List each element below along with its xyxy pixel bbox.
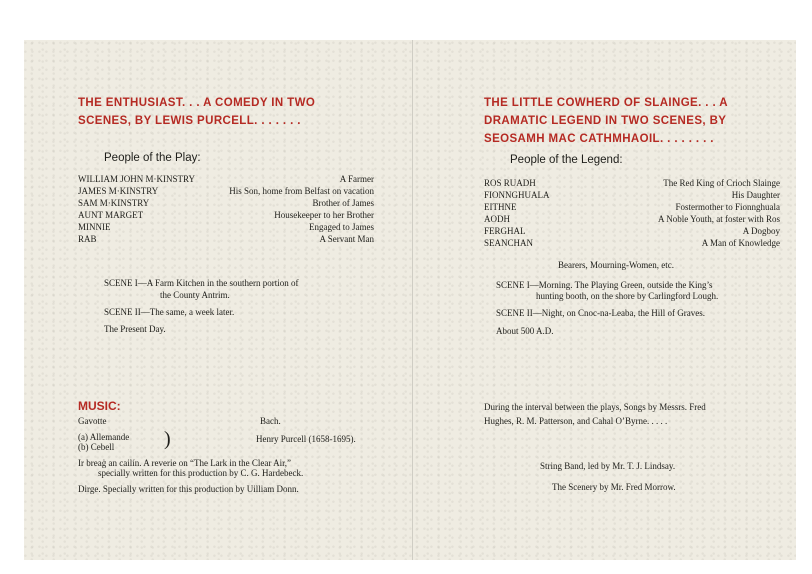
cast-name: AUNT MARGET bbox=[78, 210, 144, 220]
right-title-line-3: SEOSAMH MAC CATHMHAOIL. . . . . . . . bbox=[484, 133, 714, 145]
gavotte-composer: Bach. bbox=[260, 416, 281, 426]
cast-name: MINNIE bbox=[78, 222, 111, 232]
music-title: MUSIC: bbox=[78, 399, 121, 413]
cast-row bbox=[484, 214, 780, 226]
cast-row bbox=[484, 190, 780, 202]
cast-row bbox=[78, 198, 374, 210]
left-cast-heading: People of the Play: bbox=[104, 152, 201, 164]
cast-name: EITHNE bbox=[484, 202, 517, 212]
cast-row bbox=[78, 210, 374, 222]
cast-role: His Daughter bbox=[731, 190, 780, 200]
cast-role: A Farmer bbox=[339, 174, 374, 184]
left-title-line-1: THE ENTHUSIAST. . . A COMEDY IN TWO bbox=[78, 97, 316, 109]
purcell-composer: Henry Purcell (1658-1695). bbox=[256, 434, 356, 444]
cast-row bbox=[78, 234, 374, 246]
cast-row bbox=[78, 174, 374, 186]
right-title-line-1: THE LITTLE COWHERD OF SLAINGE. . . A bbox=[484, 97, 728, 109]
string-band: String Band, led by Mr. T. J. Lindsay. bbox=[540, 461, 676, 471]
dirge: Dirge. Specially written for this production by Uilliam Donn. bbox=[78, 484, 299, 494]
cast-row bbox=[78, 186, 374, 198]
right-cast-heading: People of the Legend: bbox=[510, 154, 623, 166]
right-cast-list bbox=[484, 178, 780, 254]
page-fold bbox=[412, 40, 413, 560]
right-scene-1-line-1: SCENE I—Morning. The Playing Green, outside the King’s bbox=[496, 280, 713, 290]
cast-role: Fostermother to Fionnghuala bbox=[675, 202, 780, 212]
cast-role: A Servant Man bbox=[319, 234, 374, 244]
right-title-line-2: DRAMATIC LEGEND IN TWO SCENES, BY bbox=[484, 115, 727, 127]
allemande-label: (a) Allemande bbox=[78, 432, 130, 442]
right-time: About 500 A.D. bbox=[496, 326, 554, 336]
cast-role: Brother of James bbox=[312, 198, 374, 208]
interval-line-1: During the interval between the plays, Songs by Messrs. Fred bbox=[484, 402, 706, 412]
left-scene-1-line-2: the County Antrim. bbox=[160, 290, 230, 300]
cast-role: Housekeeper to her Brother bbox=[274, 210, 374, 220]
cast-row bbox=[484, 178, 780, 190]
reverie-line-2: specially written for this production by C. G. Hardebeck. bbox=[98, 468, 304, 478]
left-scene-2: SCENE II—The same, a week later. bbox=[104, 307, 235, 317]
extras-line: Bearers, Mourning-Women, etc. bbox=[558, 260, 674, 270]
cast-name: JAMES M·KINSTRY bbox=[78, 186, 159, 196]
brace-icon: ) bbox=[164, 428, 171, 450]
cast-name: ROS RUADH bbox=[484, 178, 536, 188]
cast-role: Engaged to James bbox=[309, 222, 374, 232]
left-title-line-2: SCENES, BY LEWIS PURCELL. . . . . . . bbox=[78, 115, 301, 127]
cast-name: FERGHAL bbox=[484, 226, 526, 236]
cast-row bbox=[484, 226, 780, 238]
scenery-credit: The Scenery by Mr. Fred Morrow. bbox=[552, 482, 676, 492]
left-scene-1-line-1: SCENE I—A Farm Kitchen in the southern portion of bbox=[104, 278, 299, 288]
right-scene-1-line-2: hunting booth, on the shore by Carlingford Lough. bbox=[536, 291, 719, 301]
cast-name: WILLIAM JOHN M·KINSTRY bbox=[78, 174, 195, 184]
cast-name: RAB bbox=[78, 234, 97, 244]
cast-role: A Dogboy bbox=[742, 226, 780, 236]
cast-row bbox=[484, 202, 780, 214]
interval-line-2: Hughes, R. M. Patterson, and Cahal O’Byrne. . . . . bbox=[484, 416, 668, 426]
left-time: The Present Day. bbox=[104, 324, 166, 334]
gavotte-label: Gavotte bbox=[78, 416, 107, 426]
cast-row bbox=[78, 222, 374, 234]
cast-name: AODH bbox=[484, 214, 510, 224]
cast-role: A Man of Knowledge bbox=[701, 238, 780, 248]
cast-name: SAM M·KINSTRY bbox=[78, 198, 150, 208]
reverie-line-1: Ir breaġ an cailín. A reverie on “The Lark in the Clear Air,” bbox=[78, 458, 292, 468]
cast-role: The Red King of Crioch Slainge bbox=[663, 178, 780, 188]
cast-name: FIONNGHUALA bbox=[484, 190, 550, 200]
cebell-label: (b) Cebell bbox=[78, 442, 115, 452]
cast-row bbox=[484, 238, 780, 250]
cast-role: A Noble Youth, at foster with Ros bbox=[657, 214, 780, 224]
right-scene-2: SCENE II—Night, on Cnoc-na-Leaba, the Hill of Graves. bbox=[496, 308, 705, 318]
cast-role: His Son, home from Belfast on vacation bbox=[229, 186, 374, 196]
cast-name: SEANCHAN bbox=[484, 238, 534, 248]
left-cast-list bbox=[78, 174, 374, 250]
